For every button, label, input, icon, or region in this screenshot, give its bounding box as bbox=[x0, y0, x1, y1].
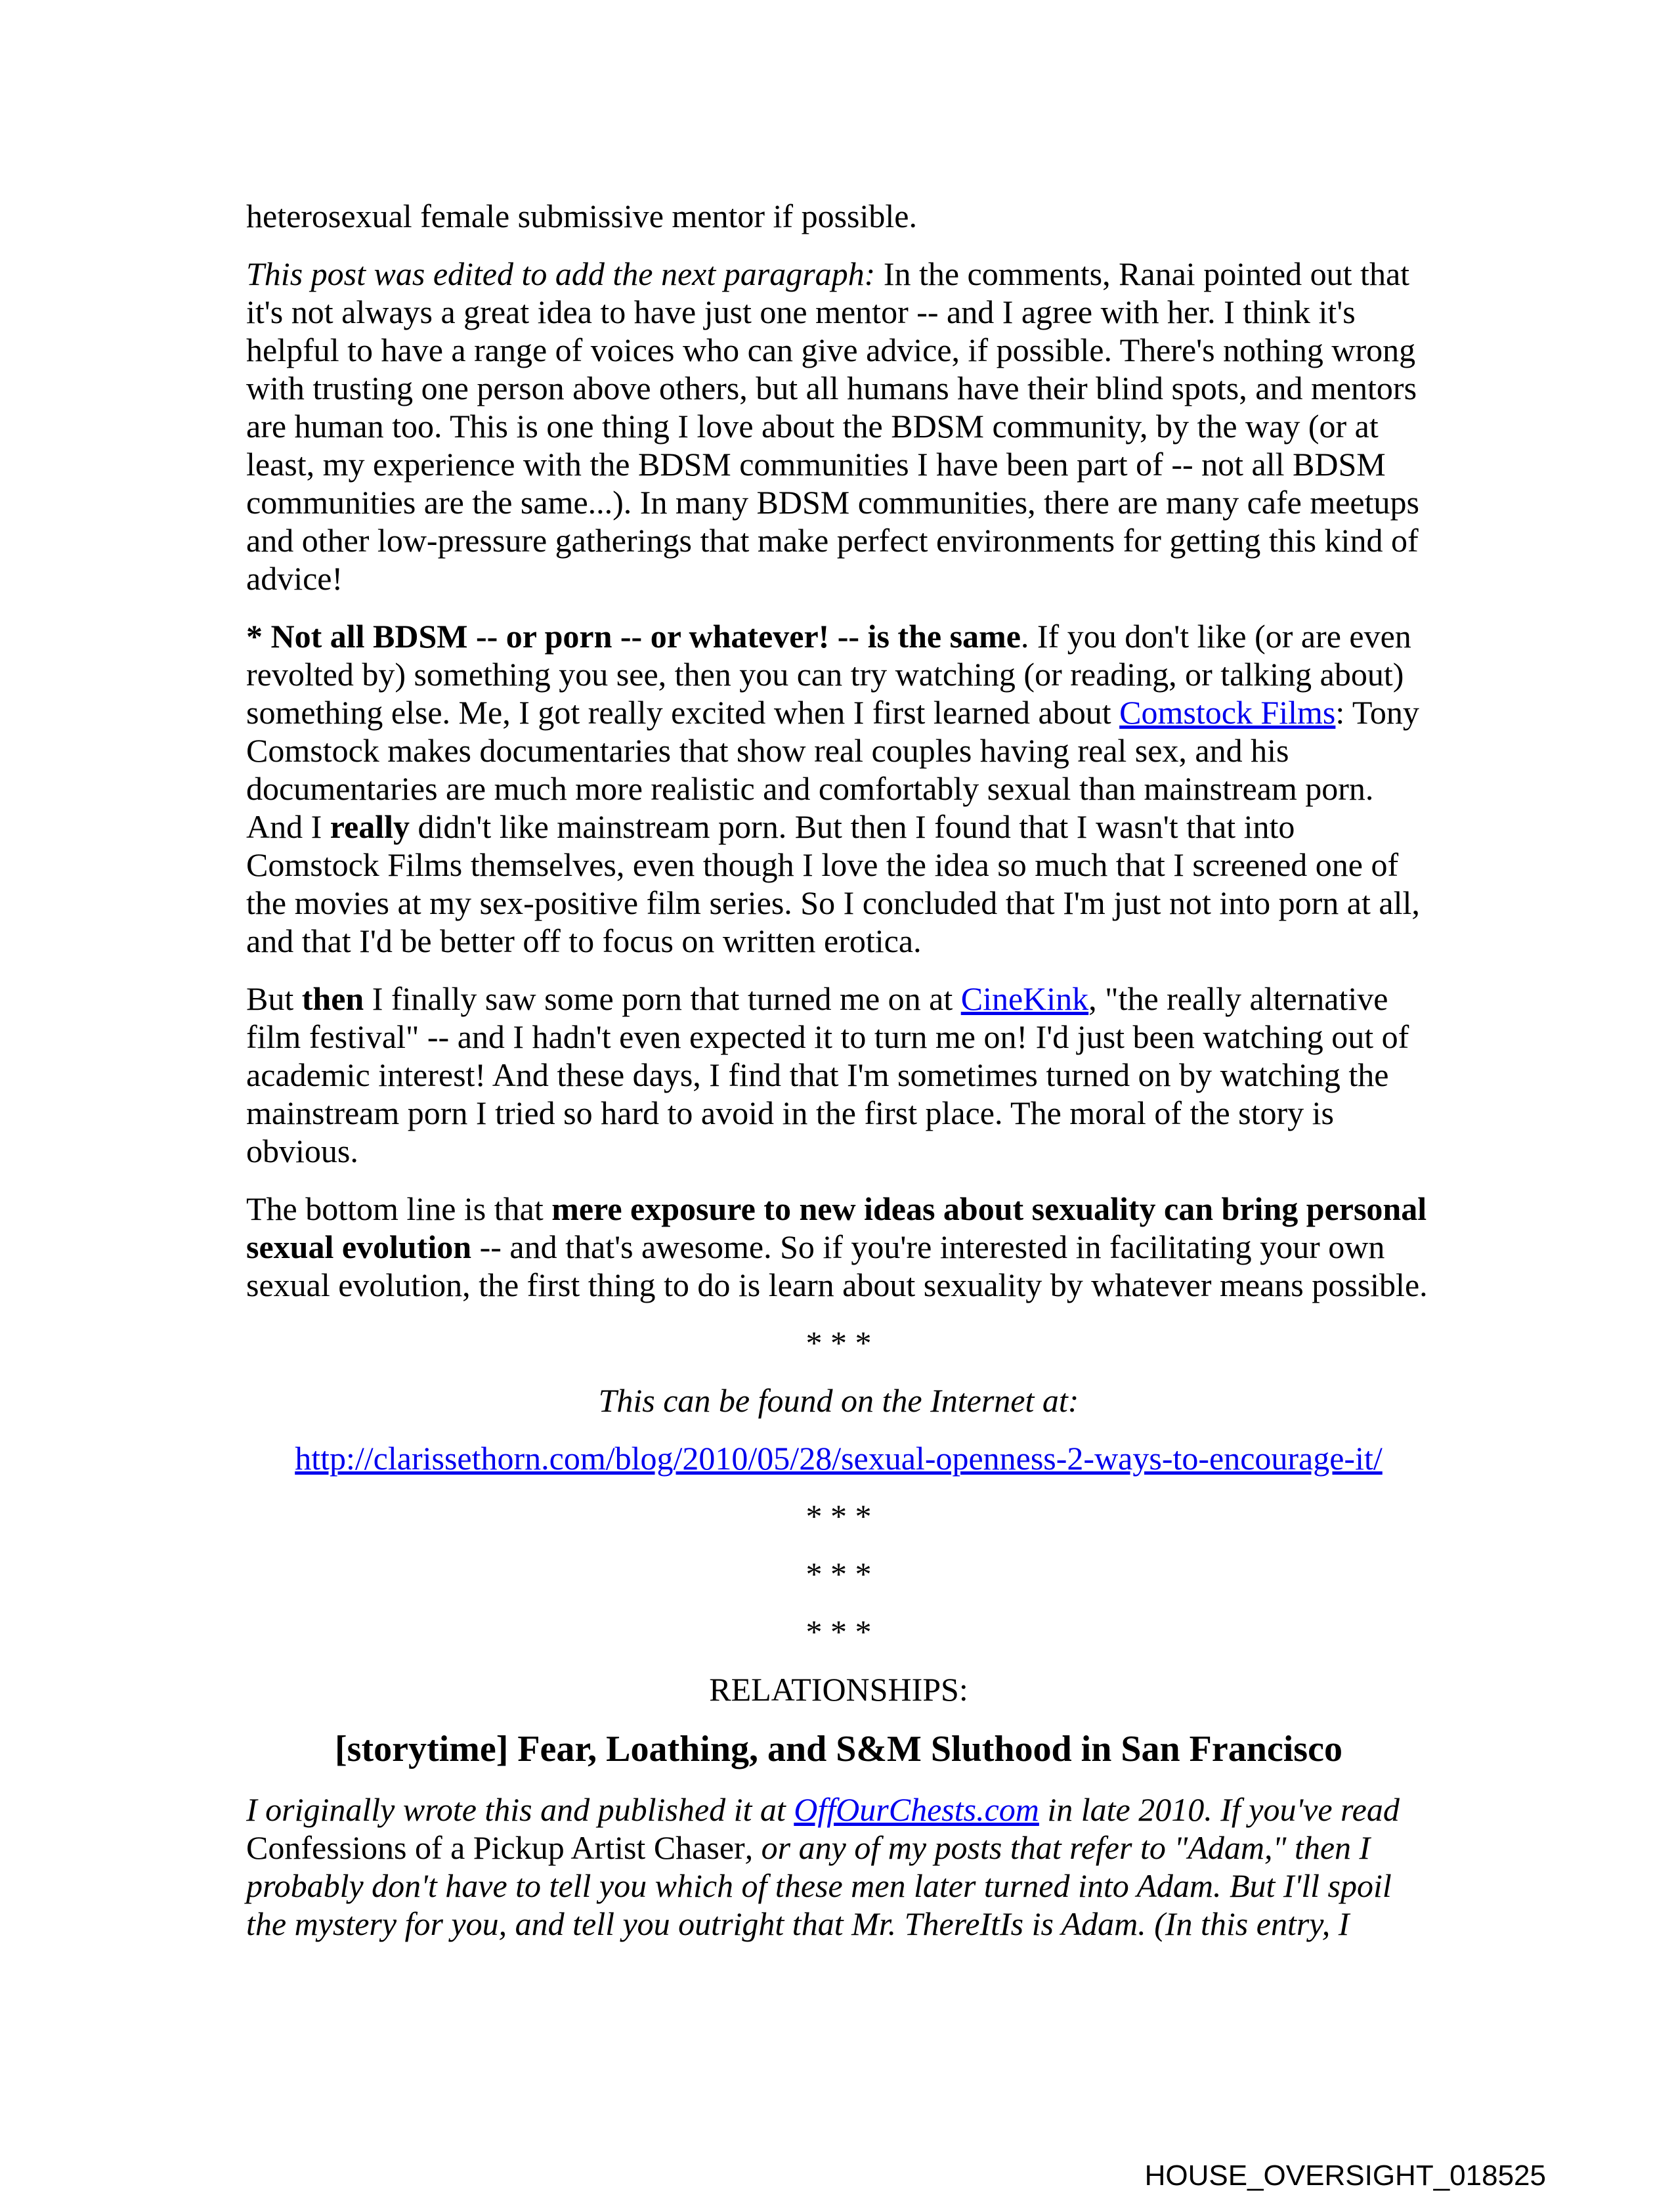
italic-run: This post was edited to add the next paragraph: bbox=[246, 255, 876, 292]
permalink-paragraph bbox=[246, 1439, 1431, 1477]
paragraph-text: The bottom line is that bbox=[246, 1190, 552, 1227]
paragraph-text: , "the really alternative film festival" -- and I hadn't even expected it to turn me on! I'd just been watching out of academic interest! And these days, I find that I'm sometimes turned on by watching the mainstream porn I tried so hard to avoid in the first place. The moral of the story is obvious. bbox=[246, 980, 1409, 1169]
permalink-url[interactable]: http://clarissethorn.com/blog/2010/05/28/sexual-openness-2-ways-to-encourage-it/ bbox=[295, 1440, 1383, 1477]
bold-run: mere exposure to new ideas about sexuality can bring personal sexual evolution bbox=[246, 1190, 1427, 1265]
asterisk-separator bbox=[246, 1613, 1431, 1651]
internet-note-text: This can be found on the Internet at: bbox=[598, 1382, 1079, 1419]
paragraph-text: : Tony Comstock makes documentaries that show real couples having real sex, and his documentaries are much more realistic and comfortably sexual than mainstream porn. And I bbox=[246, 694, 1419, 845]
separator-text: * * * bbox=[805, 1613, 872, 1650]
intro-paragraph bbox=[246, 1790, 1431, 1943]
internet-note bbox=[246, 1381, 1431, 1420]
paragraph-text: I finally saw some porn that turned me on at bbox=[364, 980, 961, 1017]
asterisk-separator bbox=[246, 1555, 1431, 1593]
page-body-text bbox=[246, 197, 1431, 1963]
offourchests-link[interactable]: OffOurChests.com bbox=[794, 1790, 1039, 1828]
relationships-label-text: RELATIONSHIPS: bbox=[709, 1671, 968, 1708]
paragraph-text: But bbox=[246, 980, 302, 1017]
separator-text: * * * bbox=[805, 1324, 872, 1361]
cinekink-link[interactable]: CineKink bbox=[960, 980, 1089, 1017]
separator-text: * * * bbox=[805, 1555, 872, 1592]
bold-run: really bbox=[330, 808, 410, 845]
bold-run: then bbox=[301, 980, 364, 1017]
paragraph-text: didn't like mainstream porn. But then I found that I wasn't that into Comstock Films themselves, even though I love the idea so much that I screened one of the movies at my sex-positive film series. So I concluded that I'm just not into porn at all, and that I'd be better off to focus on written erotica. bbox=[246, 808, 1420, 959]
storytime-heading bbox=[246, 1728, 1431, 1771]
paragraph-text: heterosexual female submissive mentor if possible. bbox=[246, 198, 917, 234]
comstock-films-link[interactable]: Comstock Films bbox=[1119, 694, 1336, 731]
italic-run: , or any of my posts that refer to "Adam," then I probably don't have to tell you which of these men later turned into Adam. But I'll spoil the mystery for you, and tell you outright that Mr. ThereItIs is Adam. (In this entry, I bbox=[246, 1829, 1392, 1942]
edit-note-paragraph bbox=[246, 255, 1431, 597]
continuation-paragraph bbox=[246, 197, 1431, 235]
paragraph-text: -- and that's awesome. So if you're interested in facilitating your own sexual evolution, the first thing to do is learn about sexuality by whatever means possible. bbox=[246, 1228, 1428, 1303]
relationships-label bbox=[246, 1670, 1431, 1708]
not-all-bdsm-paragraph bbox=[246, 617, 1431, 960]
roman-run: Confessions of a Pickup Artist Chaser bbox=[246, 1829, 745, 1866]
separator-text: * * * bbox=[805, 1498, 872, 1534]
italic-run: I originally wrote this and published it at bbox=[246, 1790, 794, 1828]
heading-text: [storytime] Fear, Loathing, and S&M Sluthood in San Francisco bbox=[335, 1729, 1342, 1769]
asterisk-separator bbox=[246, 1497, 1431, 1535]
paragraph-text: . If you don't like (or are even revolted by) something you see, then you can try watching (or reading, or talking about) something else. Me, I got really excited when I first learned about bbox=[246, 618, 1411, 731]
asterisk-separator bbox=[246, 1324, 1431, 1362]
bold-run: * Not all BDSM -- or porn -- or whatever! -- is the same bbox=[246, 618, 1021, 655]
paragraph-text: In the comments, Ranai pointed out that it's not always a great idea to have just one mentor -- and I agree with her. I think it's helpful to have a range of voices who can give advice, if possible. There's nothing wrong with trusting one person above others, but all humans have their blind spots, and mentors are human too. This is one thing I love about the BDSM community, by the way (or at least, my experience with the BDSM communities I have been part of -- not all BDSM communities are the same...). In many BDSM communities, there are many cafe meetups and other low-pressure gatherings that make perfect environments for getting this kind of advice! bbox=[246, 255, 1419, 597]
cinekink-paragraph bbox=[246, 980, 1431, 1170]
bottom-line-paragraph bbox=[246, 1190, 1431, 1304]
italic-run: in late 2010. If you've read bbox=[1039, 1790, 1400, 1828]
bates-number: HOUSE_OVERSIGHT_018525 bbox=[1144, 2159, 1546, 2192]
